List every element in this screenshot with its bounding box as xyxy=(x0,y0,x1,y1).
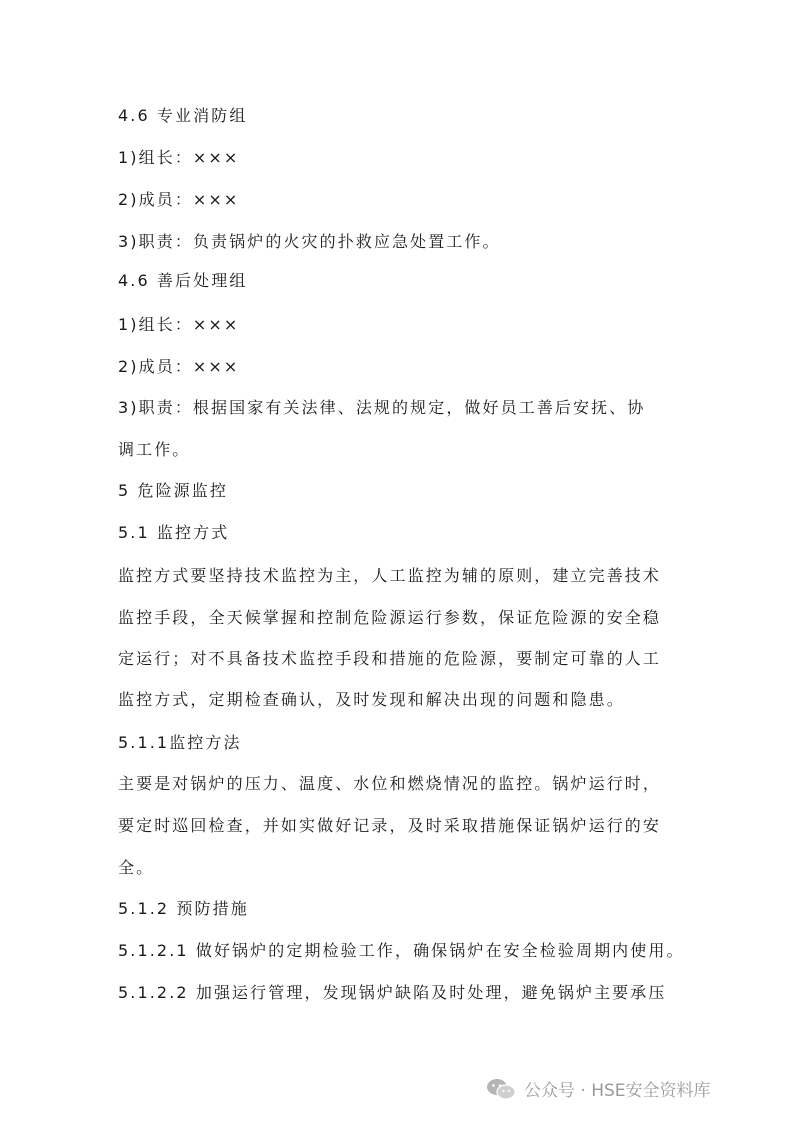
paragraph-line: 定运行；对不具备技术监控手段和措施的危险源，要制定可靠的人工 xyxy=(118,649,662,668)
paragraph-line: 监控方式要坚持技术监控为主，人工监控为辅的原则，建立完善技术 xyxy=(118,566,662,585)
section-heading: 5 危险源监控 xyxy=(118,481,228,500)
paragraph-line: 5.1.2.1 做好锅炉的定期检验工作，确保锅炉在安全检验周期内使用。 xyxy=(118,941,685,960)
paragraph-line: 调工作。 xyxy=(118,440,191,459)
subsection-heading: 5.1 监控方式 xyxy=(118,523,230,542)
list-item: 1)组长：××× xyxy=(118,315,240,334)
subsection-heading: 5.1.1监控方法 xyxy=(118,733,242,752)
paragraph-line: 5.1.2.2 加强运行管理，发现锅炉缺陷及时处理，避免锅炉主要承压 xyxy=(118,983,667,1002)
paragraph-line: 要定时巡回检查，并如实做好记录，及时采取措施保证锅炉运行的安 xyxy=(118,816,662,835)
watermark-text: 公众号 · HSE安全资料库 xyxy=(524,1081,711,1101)
paragraph-line: 监控方式，定期检查确认，及时发现和解决出现的问题和隐患。 xyxy=(118,690,625,709)
paragraph-line: 监控手段，全天候掌握和控制危险源运行参数，保证危险源的安全稳 xyxy=(118,608,662,627)
list-item: 3)职责：负责锅炉的火灾的扑救应急处置工作。 xyxy=(118,232,501,251)
section-heading: 4.6 善后处理组 xyxy=(118,271,248,290)
list-item: 2)成员：××× xyxy=(118,357,240,376)
section-heading: 4.6 专业消防组 xyxy=(118,106,248,125)
list-item: 1)组长：××× xyxy=(118,148,240,167)
subsection-heading: 5.1.2 预防措施 xyxy=(118,899,249,918)
paragraph-line: 主要是对锅炉的压力、温度、水位和燃烧情况的监控。锅炉运行时， xyxy=(118,774,662,793)
list-item: 2)成员：××× xyxy=(118,190,240,209)
wechat-icon xyxy=(486,1077,516,1101)
paragraph-line: 全。 xyxy=(118,858,155,877)
list-item: 3)职责：根据国家有关法律、法规的规定，做好员工善后安抚、协 xyxy=(118,398,646,417)
watermark xyxy=(486,1076,711,1101)
